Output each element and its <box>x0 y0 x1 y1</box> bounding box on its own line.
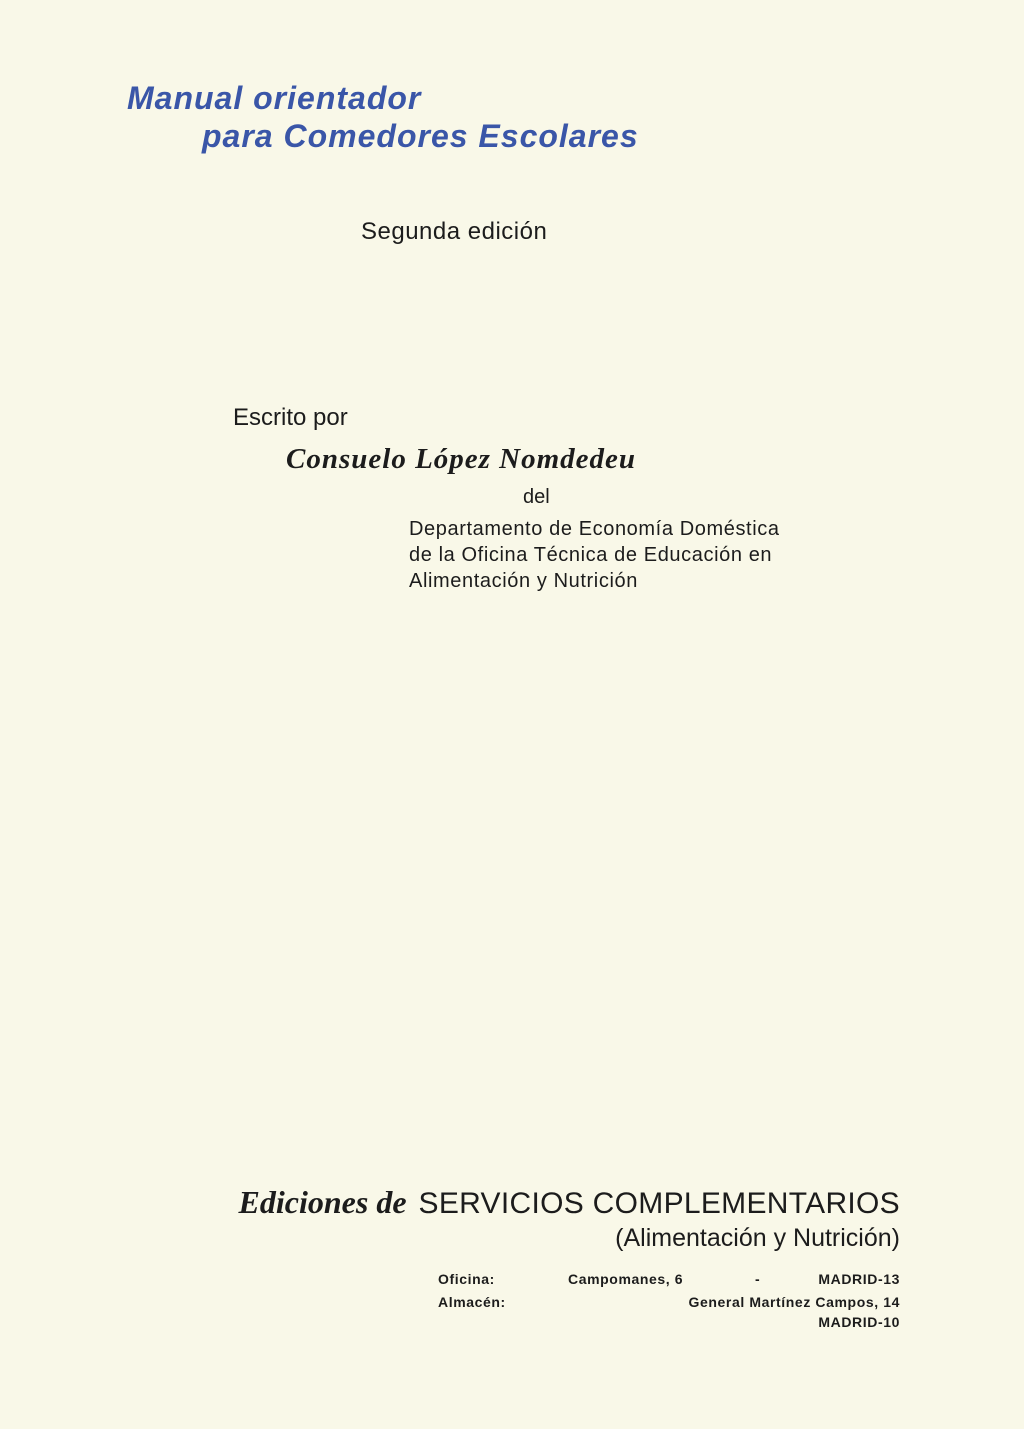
author-name: Consuelo López Nomdedeu <box>286 443 637 475</box>
office-dash: - <box>755 1271 761 1287</box>
del-label: del <box>523 486 550 508</box>
title-line-1: Manual orientador <box>127 80 422 116</box>
store-street: General Martínez Campos, 14 <box>688 1294 900 1310</box>
department-line-1: Departamento de Economía Doméstica <box>409 518 780 540</box>
publisher-name: SERVICIOS COMPLEMENTARIOS <box>418 1187 900 1220</box>
title-line-2: para Comedores Escolares <box>202 118 639 154</box>
store-label: Almacén: <box>438 1294 506 1310</box>
department-line-2: de la Oficina Técnica de Educación en <box>409 544 773 566</box>
publisher-subtitle: (Alimentación y Nutrición) <box>615 1224 900 1252</box>
written-by-label: Escrito por <box>233 404 348 431</box>
office-street: Campomanes, 6 <box>568 1271 684 1287</box>
office-label: Oficina: <box>438 1271 495 1287</box>
publisher-prefix: Ediciones de <box>238 1184 407 1220</box>
department-line-3: Alimentación y Nutrición <box>409 570 638 592</box>
office-city: MADRID-13 <box>818 1271 900 1287</box>
publisher-line <box>239 1184 900 1221</box>
edition-label: Segunda edición <box>361 218 548 245</box>
store-city: MADRID-10 <box>818 1314 900 1330</box>
